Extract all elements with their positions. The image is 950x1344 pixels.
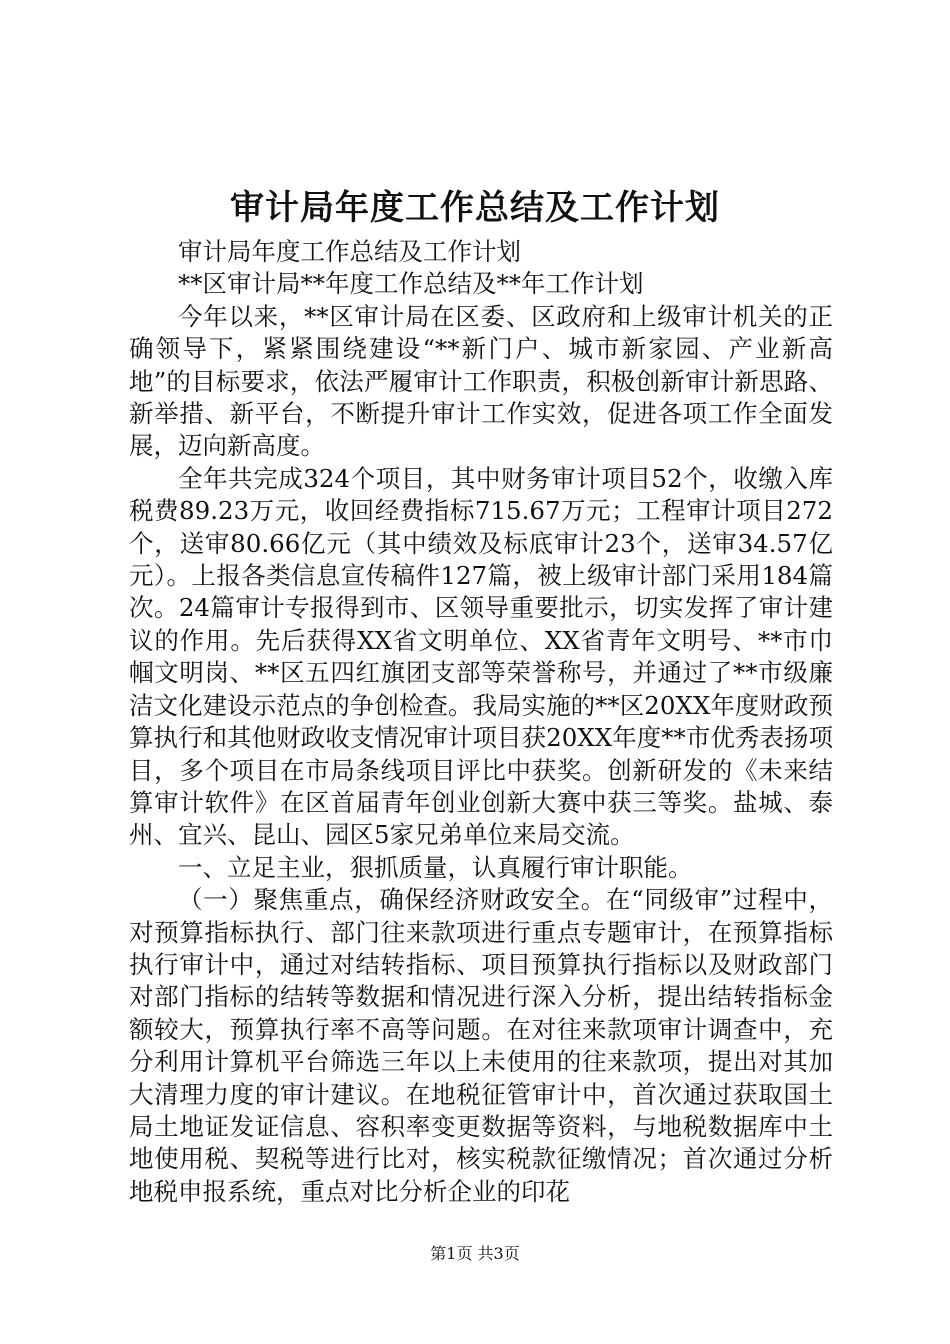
paragraph-intro: 今年以来，**区审计局在区委、区政府和上级审计机关的正确领导下，紧紧围绕建设“**新门户、城市新家园、产业新高地”的目标要求，依法严履审计工作职责，积极创新审计新思路、新举措、新平台，不断提升审计工作实效，促进各项工作全面发展，迈向新高度。 — [129, 301, 833, 461]
document-title: 审计局年度工作总结及工作计划 — [230, 188, 720, 228]
paragraph-section-one: 一、立足主业，狠抓质量，认真履行审计职能。 — [178, 852, 693, 882]
paragraph-subtitle: 审计局年度工作总结及工作计划 — [178, 237, 521, 266]
document-body — [129, 236, 833, 1208]
paragraph-summary: 全年共完成324个项目，其中财务审计项目52个，收缴入库税费89.23万元，收回经费指标715.67万元；工程审计项目272个，送审80.66亿元（其中绩效及标底审计23个，送审34.57亿元）。上报各类信息宣传稿件127篇，被上级审计部门采用184篇次。24篇审计专报得到市、区领导重要批示，切实发挥了审计建议的作用。先后获得XX省文明单位、XX省青年文明号、**市巾帼文明岗、**区五四红旗团支部等荣誉称号，并通过了**市级廉洁文化建设示范点的争创检查。我局实施的**区20XX年度财政预算执行和其他财政收支情况审计项目获20XX年度**市优秀表扬项目，多个项目在市局条线项目评比中获奖。创新研发的《未来结算审计软件》在区首届青年创业创新大赛中获三等奖。盐城、泰州、宜兴、昆山、园区5家兄弟单位来局交流。 — [129, 463, 833, 850]
paragraph-section-one-item-one: （一）聚焦重点，确保经济财政安全。在“同级审”过程中，对预算指标执行、部门往来款项进行重点专题审计，在预算指标执行审计中，通过对结转指标、项目预算执行指标以及财政部门对部门指标的结转等数据和情况进行深入分析，提出结转指标金额较大，预算执行率不高等问题。在对往来款项审计调查中，充分利用计算机平台筛选三年以上未使用的往来款项，提出对其加大清理力度的审计建议。在地税征管审计中，首次通过获取国土局土地证发证信息、容积率变更数据等资料，与地税数据库中土地使用税、契税等进行比对，核实税款征缴情况；首次通过分析地税申报系统，重点对比分析企业的印花 — [129, 885, 833, 1206]
page-footer: 第1页 共3页 — [430, 1244, 520, 1263]
paragraph-heading: **区审计局**年度工作总结及**年工作计划 — [178, 269, 644, 299]
